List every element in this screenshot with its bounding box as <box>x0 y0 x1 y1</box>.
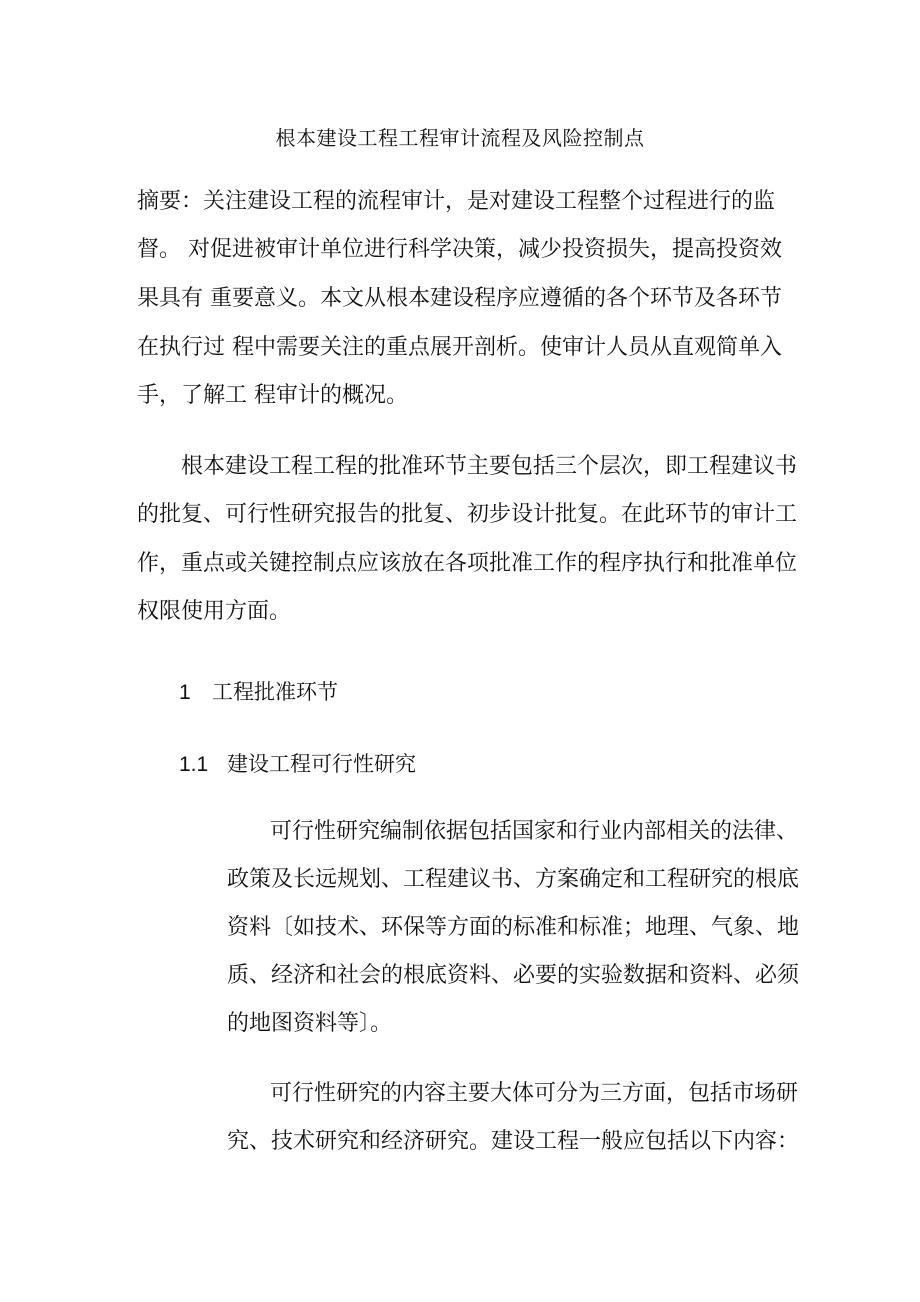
abstract-line: 在执行过 程中需要关注的重点展开剖析。使审计人员从直观简单入 <box>137 335 782 360</box>
section-1-1-heading <box>179 748 416 778</box>
intro-line: 的批复、可行性研究报告的批复、初步设计批复。在此环节的审计工 <box>137 502 798 527</box>
intro-line: 权限使用方面。 <box>137 599 292 624</box>
abstract-line: 摘要：关注建设工程的流程审计，是对建设工程整个过程进行的监 <box>137 189 776 214</box>
section-number: 1 <box>179 681 191 704</box>
paragraph-line: 质、经济和社会的根底资料、必要的实验数据和资料、必须 <box>227 963 800 988</box>
section-title: 建设工程可行性研究 <box>227 752 416 776</box>
section-title: 工程批准环节 <box>212 680 338 704</box>
abstract-line: 督。 对促进被审计单位进行科学决策，减少投资损失，提高投资效 <box>137 237 782 262</box>
section-1-heading <box>179 676 338 706</box>
intro-line: 根本建设工程工程的批准环节主要包括三个层次，即工程建议书 <box>181 454 798 479</box>
intro-line: 作，重点或关键控制点应该放在各项批准工作的程序执行和批准单位 <box>137 551 798 576</box>
section-number: 1.1 <box>179 753 209 776</box>
paragraph-line: 究、技术研究和经济研究。建设工程一般应包括以下内容： <box>227 1129 800 1154</box>
paragraph-line: 可行性研究的内容主要大体可分为三方面，包括市场研 <box>270 1081 799 1106</box>
paragraph-line: 政策及长远规划、工程建议书、方案确定和工程研究的根底 <box>227 867 800 892</box>
abstract-line: 手，了解工 程审计的概况。 <box>137 383 408 408</box>
paragraph-line: 的地图资料等〕。 <box>227 1011 393 1036</box>
abstract-line: 果具有 重要意义。本文从根本建设程序应遵循的各个环节及各环节 <box>137 286 782 311</box>
paragraph-line: 可行性研究编制依据包括国家和行业内部相关的法律、 <box>270 819 799 844</box>
paragraph-line: 资料〔如技术、环保等方面的标准和标准；地理、气象、地 <box>227 915 800 940</box>
document-title: 根本建设工程工程审计流程及风险控制点 <box>275 126 645 150</box>
